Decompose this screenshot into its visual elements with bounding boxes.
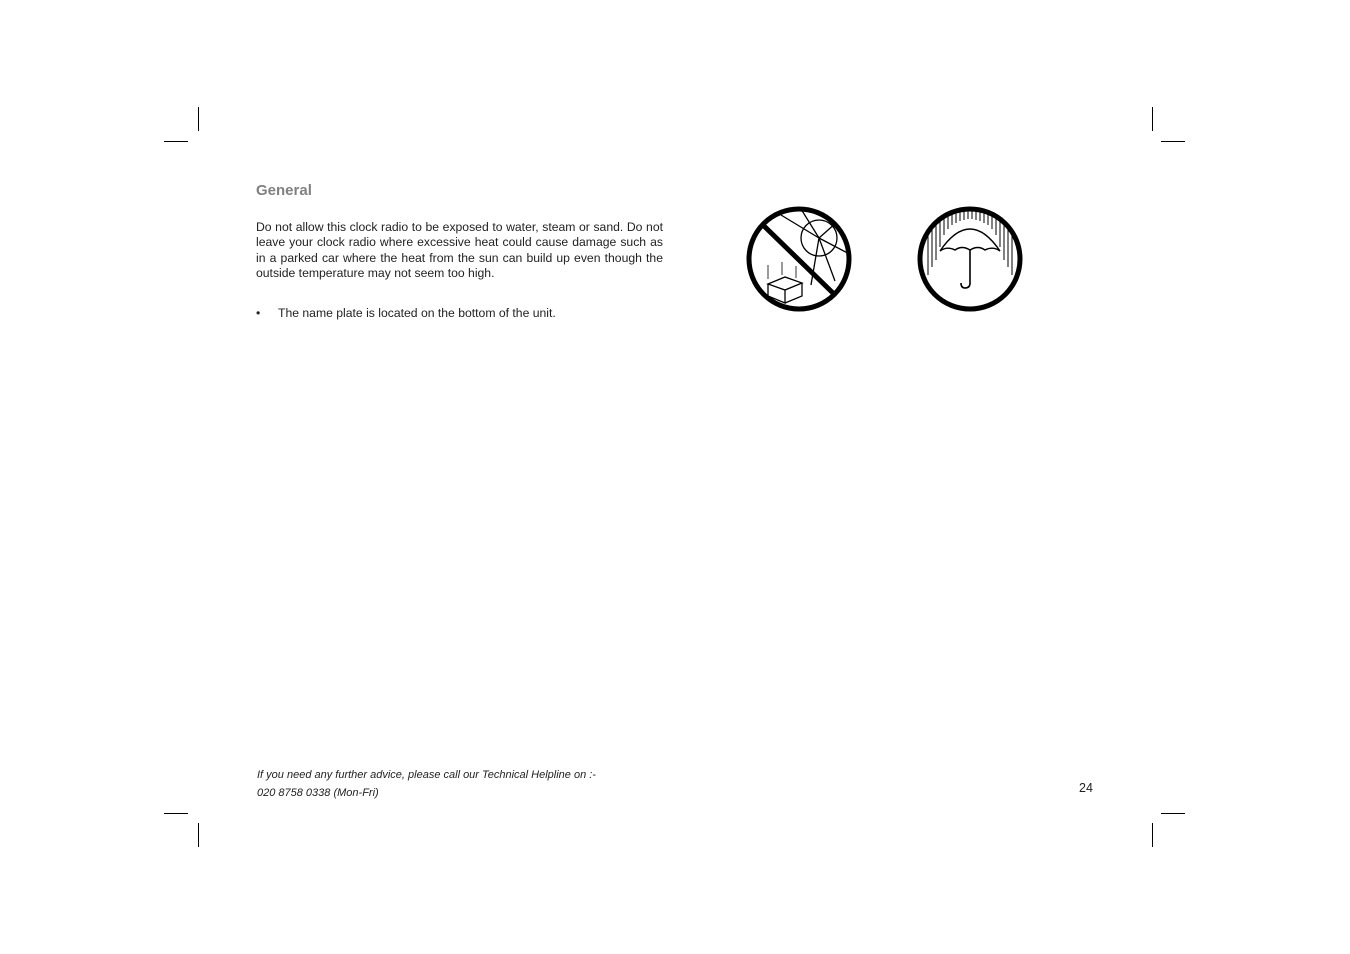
crop-mark-bottom-left-horizontal	[164, 813, 188, 814]
helpline-phone: 020 8758 0338 (Mon-Fri)	[257, 787, 379, 799]
body-paragraph: Do not allow this clock radio to be exposed to water, steam or sand. Do not leave your clock radio where excessive heat could cause damage such as in a parked car where the heat from the sun can build up even though the outside temperature may not seem too high.	[256, 220, 663, 281]
list-item	[256, 306, 556, 321]
crop-mark-bottom-left-vertical	[198, 823, 199, 847]
crop-mark-top-left-horizontal	[164, 141, 188, 142]
crop-mark-top-right-horizontal	[1161, 141, 1185, 142]
bullet-marker: •	[256, 306, 261, 320]
page-number: 24	[1079, 781, 1093, 795]
helpline-text: If you need any further advice, please call our Technical Helpline on :-	[257, 769, 596, 781]
crop-mark-top-left-vertical	[198, 107, 199, 131]
crop-mark-bottom-right-horizontal	[1161, 813, 1185, 814]
crop-mark-bottom-right-vertical	[1152, 823, 1153, 847]
no-sun-heat-icon	[745, 205, 853, 313]
section-title: General	[256, 182, 312, 199]
crop-mark-top-right-vertical	[1152, 107, 1153, 131]
rain-umbrella-icon	[916, 205, 1024, 313]
bullet-text: The name plate is located on the bottom of the unit.	[278, 306, 556, 320]
